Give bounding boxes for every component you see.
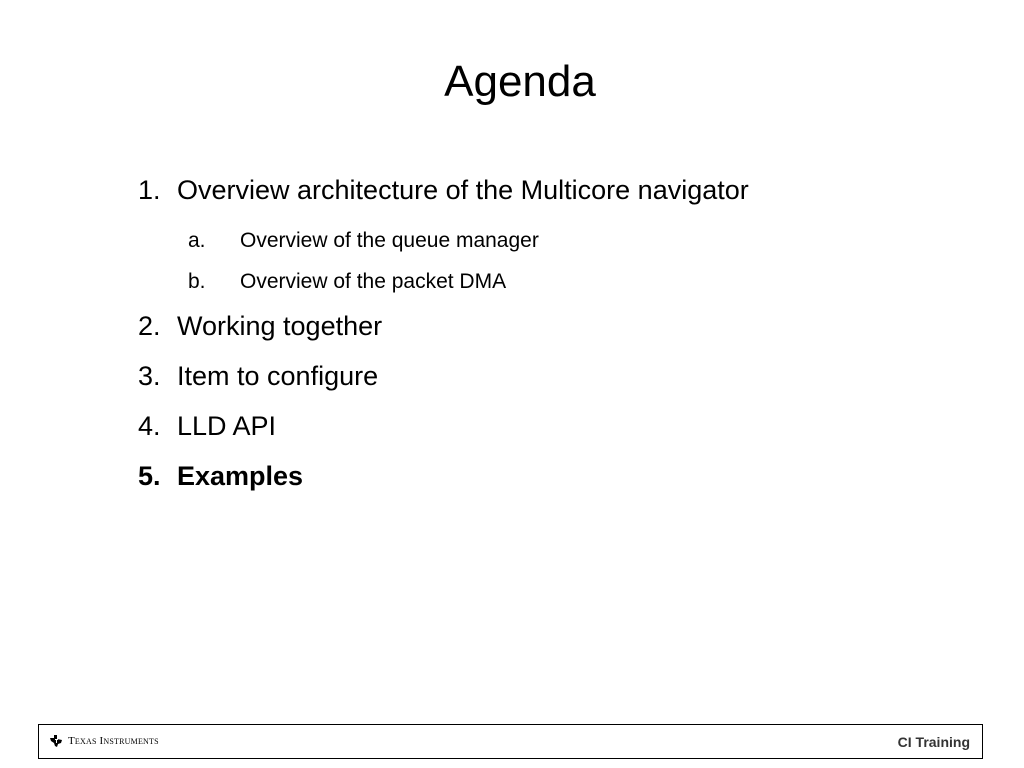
agenda-item-1 <box>138 170 758 302</box>
ti-logo <box>49 734 159 748</box>
agenda-subitem-letter: b. <box>188 270 206 293</box>
agenda-item-number: 5. <box>138 461 161 491</box>
company-name: Texas Instruments <box>68 735 159 747</box>
slide-title: Agenda <box>444 57 596 106</box>
agenda-subitem-text: Overview of the queue manager <box>240 229 539 252</box>
agenda-item-number: 1. <box>138 175 161 205</box>
agenda-list <box>138 170 758 506</box>
texas-state-icon <box>49 734 63 748</box>
ci-training-label: CI Training <box>897 734 970 750</box>
slide-footer <box>38 724 983 759</box>
agenda-item-text: Working together <box>177 311 383 341</box>
agenda-item-number: 4. <box>138 411 161 441</box>
agenda-item-number: 2. <box>138 311 161 341</box>
agenda-item-text: Overview architecture of the Multicore navigator <box>177 175 749 205</box>
agenda-subitem-letter: a. <box>188 229 206 252</box>
agenda-item-text: Item to configure <box>177 361 379 391</box>
agenda-item-text: LLD API <box>177 411 277 441</box>
agenda-item-2 <box>138 306 758 347</box>
agenda-item-4 <box>138 406 758 447</box>
agenda-sublist <box>138 220 758 302</box>
agenda-item-3 <box>138 356 758 397</box>
agenda-item-text: Examples <box>177 461 304 491</box>
agenda-subitem-a <box>188 220 758 261</box>
agenda-subitem-text: Overview of the packet DMA <box>240 270 507 293</box>
agenda-item-number: 3. <box>138 361 161 391</box>
agenda-subitem-b <box>188 261 758 302</box>
agenda-item-5 <box>138 456 758 497</box>
